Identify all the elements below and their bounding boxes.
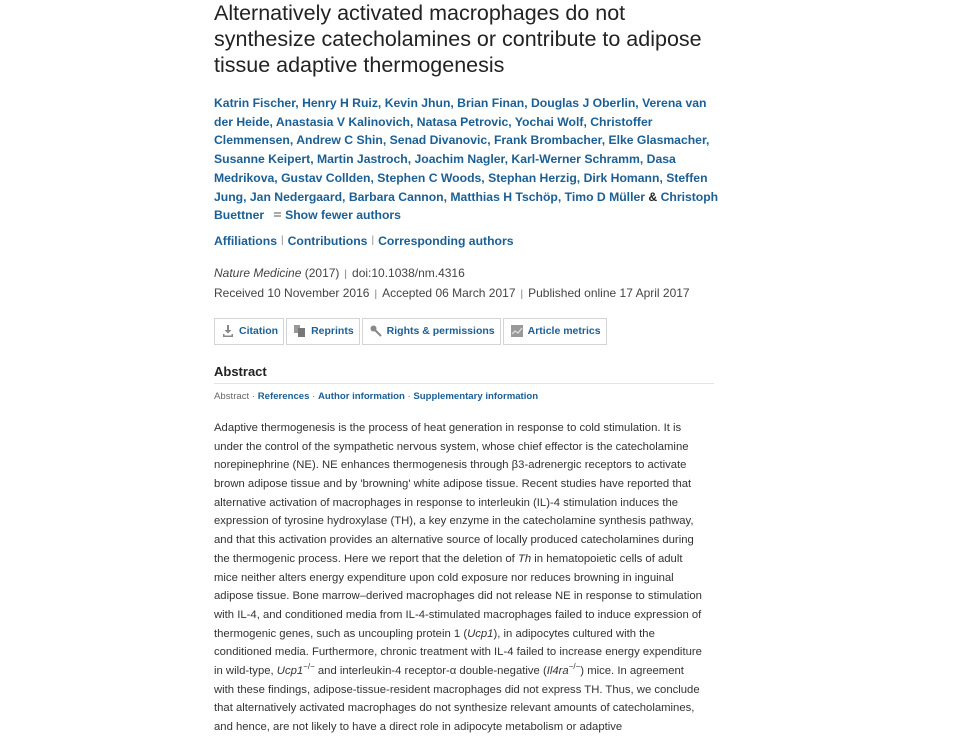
doi: doi:10.1038/nm.4316: [352, 265, 465, 280]
citation-label: Citation: [239, 325, 279, 338]
accepted-date: 06 March 2017: [435, 285, 516, 300]
abstract-line: [214, 625, 724, 644]
show-fewer-authors-link[interactable]: Show fewer authors: [285, 208, 401, 223]
rights-permissions-button[interactable]: [362, 318, 501, 345]
reprints-button[interactable]: [286, 318, 360, 345]
journal-name: Nature Medicine: [214, 265, 302, 280]
text-segment: thermogenic genes, such as uncoupling protein 1 (: [214, 627, 468, 640]
abstract-line: [214, 438, 724, 457]
text-segment: alternative activation of macrophages in response to interleukin (IL)-4 stimulation induces the: [214, 496, 679, 509]
author-link[interactable]: Kevin Jhun: [384, 96, 451, 110]
text-segment: the thermogenic process. Here we report that the deletion of: [214, 552, 518, 565]
metrics-label: Article metrics: [527, 325, 601, 338]
author-link[interactable]: Henry H Ruiz: [302, 96, 378, 110]
contributions-link[interactable]: Contributions: [287, 233, 368, 248]
author-link[interactable]: Gustav Collden: [281, 170, 371, 185]
abstract-line: [214, 681, 724, 700]
author-link[interactable]: Frank Brombacher: [493, 133, 602, 148]
author-link[interactable]: Christoph Buettner: [214, 189, 719, 223]
author-link[interactable]: Katrin Fischer: [214, 96, 296, 110]
text-segment: and interleukin-4 receptor-α double-negative (: [314, 665, 547, 678]
affiliations-link[interactable]: Affiliations: [214, 233, 277, 248]
metrics-icon: [511, 325, 523, 337]
text-segment: under the control of the sympathetic nervous system, whose chief effector is the catecholamine: [214, 440, 689, 453]
author-link[interactable]: Stephan Herzig: [488, 170, 577, 185]
abstract-line: [214, 699, 724, 718]
abstract-line: [214, 587, 724, 606]
author-link[interactable]: Yochai Wolf: [514, 114, 584, 129]
text-segment: with IL-4, and conditioned media from IL-4-stimulated macrophages failed to induce expression of: [214, 608, 702, 621]
text-segment: in hematopoietic cells of adult: [531, 552, 683, 565]
section-nav: Abstract · References · Author information · Supplementary information: [214, 390, 539, 402]
nav-supplementary-information[interactable]: Supplementary information: [413, 390, 539, 402]
nav-current-abstract: Abstract: [214, 390, 250, 402]
abstract-line: [214, 456, 724, 475]
title-line: tissue adaptive thermogenesis: [214, 53, 505, 77]
author-link[interactable]: Susanne Keipert: [214, 152, 311, 167]
title-line: synthesize catecholamines or contribute to adipose: [214, 27, 702, 51]
corresponding-authors-link[interactable]: Corresponding authors: [378, 233, 514, 248]
year: (2017): [304, 265, 340, 280]
abstract-line: [214, 550, 724, 569]
author-link[interactable]: Stephen C Woods: [377, 170, 482, 185]
author-link[interactable]: Natasa Petrovic: [416, 114, 509, 129]
author-list: Katrin Fischer, Henry H Ruiz, Kevin Jhun, Brian Finan, Douglas J Oberlin, Verena van der Heide, Anastasia V Kalinovich, Natasa Petrovic, Yochai Wolf, Christoffer Clemmensen, Andrew C Shin, Senad Divanovic, Frank Brombacher, Elke Glasmacher, Susanne Keipert, Martin Jastroch, Joachim Nagler, Karl-Werner Schramm, Dasa Medrikova, Gustav Collden, Stephen C Woods, Stephan Herzig, Dirk Homann, Steffen Jung, Jan Nedergaard, Barbara Cannon, Matthias H Tschöp, Timo D Müller & Christoph Buettner Show fewer authors: [214, 96, 719, 223]
text-segment: Adaptive thermogenesis is the process of heat generation in response to cold stimulation. It is: [214, 421, 682, 434]
divider: [214, 383, 714, 384]
author-link[interactable]: Timo D Müller: [564, 189, 645, 204]
article-tools: [214, 318, 724, 345]
article-title: [214, 0, 724, 78]
published-label: Published online: [528, 285, 617, 300]
rights-label: Rights & permissions: [386, 325, 495, 338]
key-icon: [370, 325, 382, 337]
author-link[interactable]: Martin Jastroch: [316, 152, 408, 167]
text-segment: norepinephrine (NE). NE enhances thermogenesis through β3-adrenergic receptors to activate: [214, 459, 687, 472]
abstract-line: [214, 606, 724, 625]
received-date: 10 November 2016: [267, 285, 370, 300]
author-link[interactable]: Senad Divanovic: [389, 133, 488, 148]
citation-button[interactable]: [214, 318, 284, 345]
published-date: 17 April 2017: [619, 285, 690, 300]
text-segment: conditioned media. Furthermore, chronic treatment with IL-4 failed to increase energy expenditure: [214, 646, 702, 659]
ampersand: &: [648, 189, 658, 204]
nav-author-information[interactable]: Author information: [318, 390, 405, 402]
abstract-line: [214, 512, 724, 531]
reprints-icon: [294, 325, 306, 337]
article-meta: Nature Medicine (2017) | doi:10.1038/nm.4316 Received 10 November 2016 | Accepted 06 March 2017 | Published online 17 April 2017: [214, 265, 690, 300]
text-segment: in wild-type,: [214, 665, 277, 678]
author-link[interactable]: Elke Glasmacher: [608, 133, 707, 148]
author-link[interactable]: Karl-Werner Schramm: [511, 152, 640, 167]
text-segment: and that this activation provides an alternative source of locally produced catecholamines during: [214, 534, 694, 547]
text-segment: mice neither alters energy expenditure upon cold exposure nor reduces browning in inguinal: [214, 571, 674, 584]
gene-name: Th: [517, 552, 532, 565]
superscript: −/−: [568, 662, 581, 672]
author-link[interactable]: Dirk Homann: [583, 170, 660, 185]
gene-name: Ucp1: [467, 627, 494, 640]
abstract-line: [214, 662, 724, 681]
abstract-text: [214, 419, 724, 737]
author-link[interactable]: Joachim Nagler: [414, 152, 505, 167]
text-segment: brown adipose tissue and by 'browning' white adipose tissue. Recent studies have reported that: [214, 478, 692, 491]
abstract-line: [214, 475, 724, 494]
author-link[interactable]: Jan Nedergaard: [249, 189, 343, 204]
text-segment: adipose tissue. Bone marrow–derived macrophages did not release NE in response to stimulation: [214, 590, 702, 603]
abstract-line: [214, 569, 724, 588]
author-link[interactable]: Steffen Jung: [214, 170, 708, 204]
text-segment: expression of tyrosine hydroxylase (TH), a key enzyme in the catecholamine synthesis pathway,: [214, 515, 694, 528]
author-link[interactable]: Matthias H Tschöp: [450, 189, 558, 204]
nav-references[interactable]: References: [257, 390, 310, 402]
text-segment: ) mice. In agreement: [580, 665, 684, 678]
separator: |: [371, 234, 375, 246]
gene-name: Il4ra: [546, 665, 569, 678]
collapse-icon[interactable]: [274, 212, 281, 217]
author-link[interactable]: Anastasia V Kalinovich: [275, 114, 410, 129]
separator: |: [280, 234, 284, 246]
article-column: [214, 0, 724, 737]
author-link[interactable]: Verena van der Heide: [214, 96, 707, 129]
download-icon: [222, 325, 234, 337]
author-link[interactable]: Barbara Cannon: [348, 189, 444, 204]
abstract-heading: Abstract: [214, 363, 267, 379]
author-info-links: [214, 232, 724, 250]
title-line: Alternatively activated macrophages do not: [214, 1, 626, 25]
reprints-label: Reprints: [311, 325, 354, 338]
author-link[interactable]: Brian Finan: [457, 96, 525, 110]
text-segment: ), in adipocytes cultured with the: [493, 627, 655, 640]
gene-name: Ucp1: [276, 665, 304, 678]
abstract-line: [214, 494, 724, 513]
abstract-line: [214, 419, 724, 438]
accepted-label: Accepted: [382, 285, 433, 300]
text-segment: that alternatively activated macrophages do not synthesize relevant amounts of catecholamines,: [214, 702, 695, 715]
author-link[interactable]: Douglas J Oberlin: [531, 96, 636, 110]
text-segment: and hence, are not likely to have a direct role in adipocyte metabolism or adaptive: [214, 721, 623, 734]
abstract-line: [214, 531, 724, 550]
received-label: Received: [214, 285, 265, 300]
abstract-line: [214, 718, 724, 737]
text-segment: with these findings, adipose-tissue-resident macrophages did not express TH. Thus, we conclude: [214, 683, 700, 696]
author-link[interactable]: Christoffer Clemmensen: [214, 114, 653, 148]
author-link[interactable]: Dasa Medrikova: [214, 152, 676, 185]
abstract-line: [214, 643, 724, 662]
superscript: −/−: [303, 662, 315, 672]
article-metrics-button[interactable]: [503, 318, 607, 345]
author-link[interactable]: Andrew C Shin: [296, 133, 383, 148]
